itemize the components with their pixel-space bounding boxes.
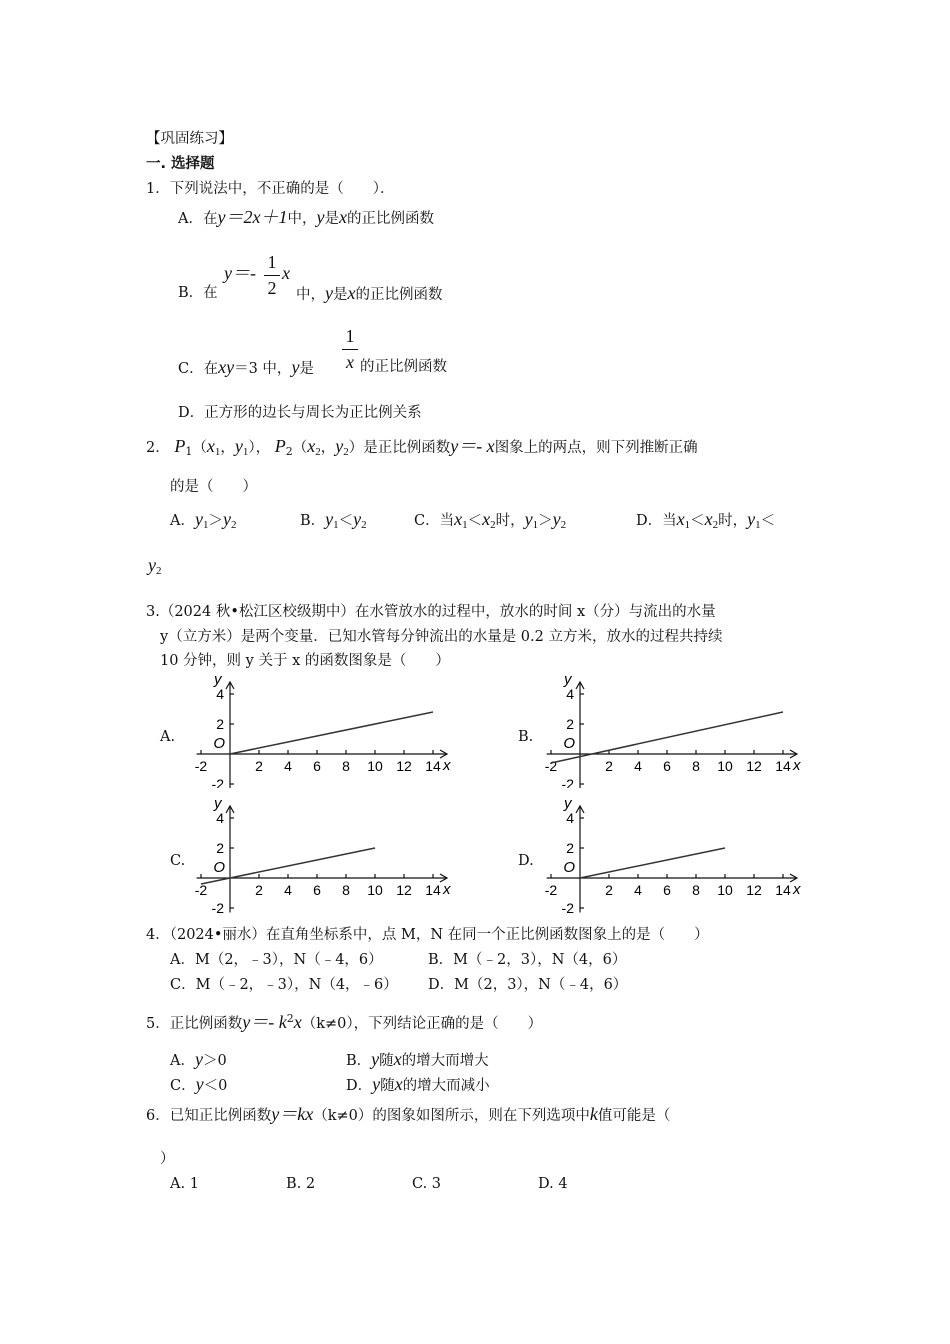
x-axis-label: x [793, 757, 801, 774]
part-title: 一. 选择题 [146, 156, 215, 172]
q6-option-c: C. 3 [412, 1176, 442, 1192]
x-axis-label: x [443, 881, 451, 898]
q4-option-a: A．M（2，﹣3），N（﹣4，6） [170, 952, 383, 968]
q2-option-a: A．$y_1>y_2$ [170, 509, 237, 531]
q6-option-a: A. 1 [170, 1176, 199, 1192]
y-axis-label: y [564, 795, 572, 812]
q3-line3: 10 分钟，则 y 关于 x 的函数图象是（ ） [160, 653, 450, 669]
x-tick-label: 10 [717, 758, 733, 774]
q5-option-c: C．y＜0 [170, 1074, 228, 1094]
q5-option-b: B．y随x的增大而增大 [346, 1049, 489, 1069]
chart-a [190, 668, 460, 788]
q1-b-equation: y＝- [224, 263, 256, 283]
section-heading: 【巩固练习】 [146, 131, 233, 147]
y-tick-label: -2 [561, 900, 574, 916]
q2-stem-line2: 的是（ ） [170, 479, 257, 495]
x-tick-label: 2 [605, 882, 613, 898]
q6-option-d: D. 4 [538, 1176, 568, 1192]
q3-line1: 3.（2024 秋•松江区校级期中）在水管放水的过程中，放水的时间 x（分）与流出的水量 [146, 604, 716, 620]
x-tick-label: 14 [775, 882, 791, 898]
x-tick-label: -2 [194, 882, 208, 898]
q2-option-b: B．$y_1<y_2$ [300, 509, 367, 531]
x-tick-label: 12 [746, 882, 762, 898]
q2-stem: 2． $P_1(x_1$，$y_1$）， $P_2(x_2$，$y_2$）是正比例函数y＝- x图象上的两点，则下列推断正确 [146, 436, 698, 458]
q3-label-a: A. [160, 729, 176, 745]
q1-option-b-rest: 中，y是x的正比例函数 [296, 283, 443, 303]
q2-option-c: C．当$x_1<x_2$时，$y_1>y_2$ [414, 509, 567, 531]
y-tick-label: 2 [216, 716, 224, 732]
q2-option-d-wrap: $y_2$ [148, 555, 162, 577]
q1-a-equation: y＝2x＋1 [217, 207, 288, 227]
y-tick-label: 4 [216, 810, 224, 826]
x-tick-label: 14 [425, 758, 441, 774]
q3-label-c: C. [170, 853, 186, 869]
chart-c [190, 792, 460, 916]
x-tick-label: 8 [342, 758, 350, 774]
x-tick-label: 6 [313, 758, 321, 774]
x-tick-label: -2 [194, 758, 208, 774]
q4-option-b: B．M（﹣2，3），N（4，6） [428, 952, 627, 968]
q1-stem: 1．下列说法中，不正确的是（ ）． [146, 181, 395, 197]
y-tick-label: 4 [566, 810, 574, 826]
q5-option-d: D．y随x的增大而减小 [346, 1074, 490, 1094]
x-tick-label: 6 [313, 882, 321, 898]
origin-label: O [563, 859, 575, 876]
q1-option-c: C．在xy＝3 中，y是 [178, 357, 314, 377]
x-tick-label: 8 [342, 882, 350, 898]
data-line [230, 712, 433, 754]
q2-function: y＝- x [450, 436, 495, 456]
x-tick-label: 10 [367, 758, 383, 774]
y-tick-label: -2 [561, 776, 574, 788]
q1-option-b-label: B．在 [178, 285, 218, 301]
y-axis-label: y [564, 671, 572, 688]
q6-option-b: B. 2 [286, 1176, 316, 1192]
y-tick-label: 2 [566, 716, 574, 732]
x-tick-label: 8 [692, 882, 700, 898]
x-tick-label: 12 [396, 758, 412, 774]
q3-label-b: B. [518, 729, 534, 745]
x-axis-label: x [443, 757, 451, 774]
q1-b-fraction: 1 2 [264, 252, 280, 299]
x-tick-label: 2 [255, 758, 263, 774]
x-tick-label: 14 [775, 758, 791, 774]
x-tick-label: 4 [634, 758, 642, 774]
x-tick-label: 2 [605, 758, 613, 774]
x-tick-label: 10 [367, 882, 383, 898]
q3-line2: y（立方米）是两个变量．已知水管每分钟流出的水量是 0.2 立方米，放水的过程共持续 [160, 629, 723, 645]
y-tick-label: -2 [211, 900, 224, 916]
origin-label: O [563, 735, 575, 752]
chart-b [540, 668, 840, 788]
q1-c-fraction: 1 x [342, 326, 358, 373]
y-tick-label: 2 [566, 840, 574, 856]
q5-stem: 5．正比例函数y＝- $k^2x(k\ne 0)$，下列结论正确的是（ ） [146, 1011, 543, 1032]
x-tick-label: 4 [284, 882, 292, 898]
y-axis-label: y [214, 795, 222, 812]
q4-option-d: D．M（2，3），N（﹣4，6） [428, 977, 628, 993]
q6-stem-line2: ） [160, 1151, 175, 1167]
q2-option-d: D．当$x_1<x_2$时，$y_1<$ [636, 509, 776, 531]
x-axis-label: x [793, 881, 801, 898]
data-line [551, 712, 783, 763]
q3-label-d: D. [518, 853, 534, 869]
data-line [580, 848, 725, 878]
q1-option-d: D．正方形的边长与周长为正比例关系 [178, 405, 422, 421]
x-tick-label: 12 [396, 882, 412, 898]
x-tick-label: 10 [717, 882, 733, 898]
y-tick-label: 4 [566, 686, 574, 702]
x-tick-label: 14 [425, 882, 441, 898]
chart-d [540, 792, 810, 916]
q4-stem: 4．（2024•丽水）在直角坐标系中，点 M，N 在同一个正比例函数图象上的是（ ） [146, 927, 709, 943]
q1-option-a: A．在y＝2x＋1中，y是x的正比例函数 [178, 207, 434, 227]
x-tick-label: 4 [634, 882, 642, 898]
y-tick-label: -2 [211, 776, 224, 788]
x-tick-label: 12 [746, 758, 762, 774]
x-tick-label: 6 [663, 758, 671, 774]
x-tick-label: -2 [544, 882, 558, 898]
x-tick-label: 4 [284, 758, 292, 774]
y-axis-label: y [214, 671, 222, 688]
x-tick-label: -2 [544, 758, 558, 774]
x-tick-label: 6 [663, 882, 671, 898]
y-tick-label: 2 [216, 840, 224, 856]
q5-option-a: A．y＞0 [170, 1049, 227, 1069]
origin-label: O [213, 859, 225, 876]
y-tick-label: 4 [216, 686, 224, 702]
q4-option-c: C．M（﹣2，﹣3），N（4，﹣6） [170, 977, 398, 993]
x-tick-label: 8 [692, 758, 700, 774]
origin-label: O [213, 735, 225, 752]
q6-stem: 6．已知正比例函数y＝kx（k≠0）的图象如图所示，则在下列选项中k值可能是（ [146, 1104, 671, 1124]
x-tick-label: 2 [255, 882, 263, 898]
